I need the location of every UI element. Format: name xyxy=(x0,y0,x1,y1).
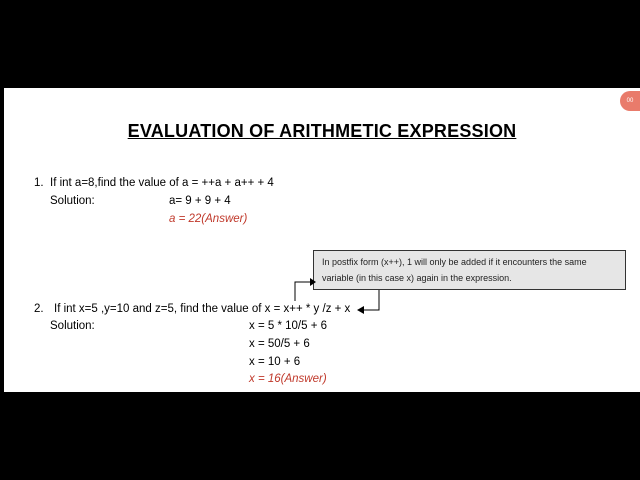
q2-number: 2. xyxy=(34,303,44,315)
side-badge[interactable]: 00 xyxy=(620,91,640,111)
q2-answer: x = 16(Answer) xyxy=(249,373,327,385)
q1-number: 1. xyxy=(34,177,44,189)
q2-question: If int x=5 ,y=10 and z=5, find the value of x = x++ * y /z + x xyxy=(54,303,351,315)
page-title: EVALUATION OF ARITHMETIC EXPRESSION xyxy=(127,121,517,141)
q1-question: If int a=8,find the value of a = ++a + a++ + 4 xyxy=(50,177,274,189)
slide xyxy=(4,88,640,392)
note-line-2: variable (in this case x) again in the expression. xyxy=(322,273,512,283)
q1-answer: a = 22(Answer) xyxy=(169,213,248,225)
connector-arrows xyxy=(4,88,640,392)
note-line-1: In postfix form (x++), 1 will only be added if it encounters the same xyxy=(322,257,587,267)
q1-solution-label: Solution: xyxy=(50,195,95,207)
q2-solution-label: Solution: xyxy=(50,320,95,332)
q2-step1: x = 5 * 10/5 + 6 xyxy=(249,320,328,332)
q2-step3: x = 10 + 6 xyxy=(249,356,301,368)
q1-step1: a= 9 + 9 + 4 xyxy=(169,195,231,207)
q2-step2: x = 50/5 + 6 xyxy=(249,338,310,350)
